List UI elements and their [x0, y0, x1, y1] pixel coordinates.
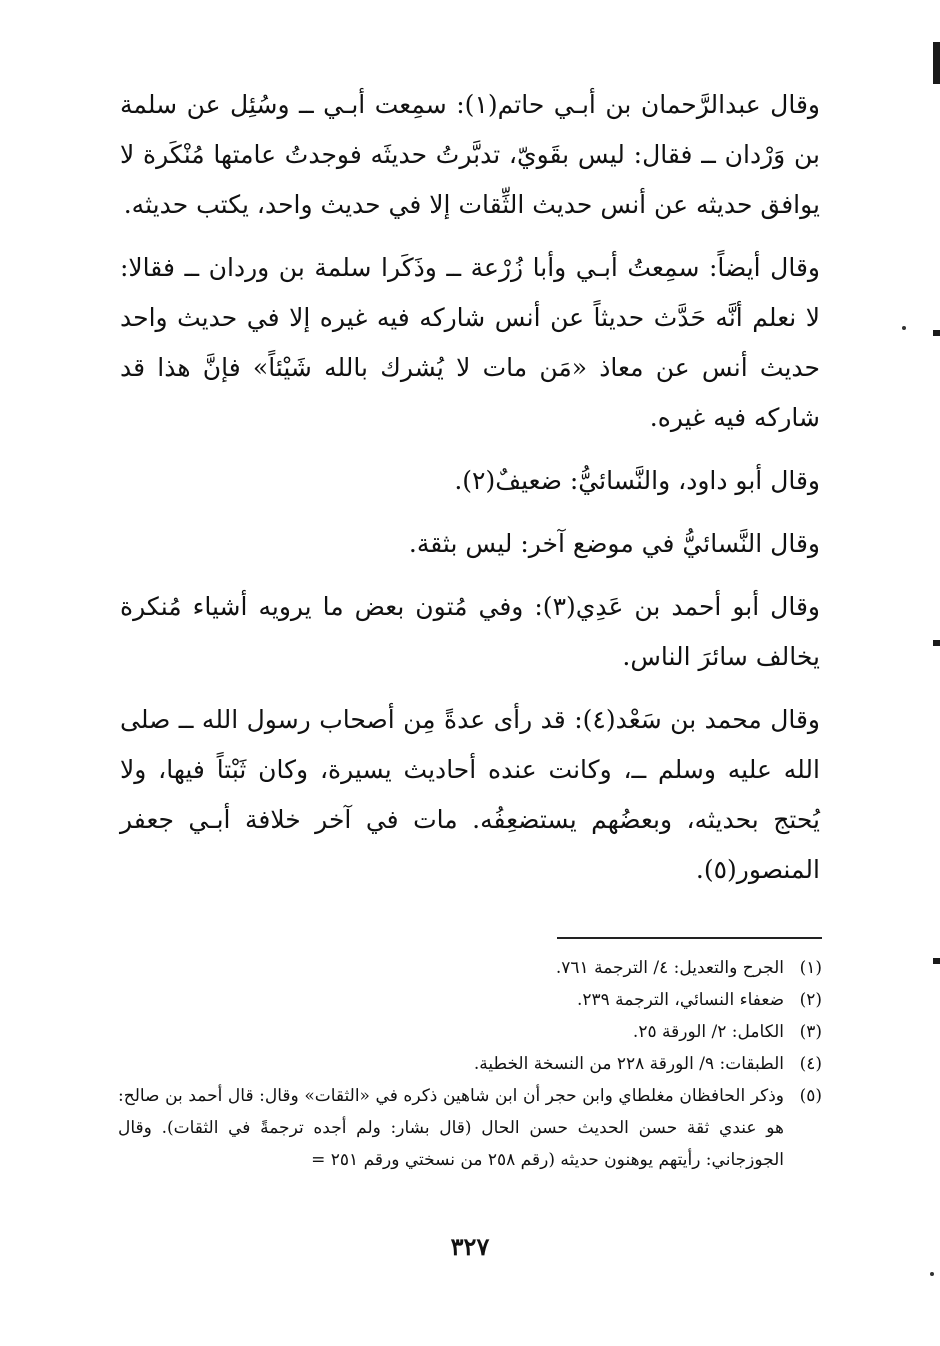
scan-edge-mark [933, 330, 940, 336]
footnote-number: (٣) [799, 1022, 822, 1042]
footnote-number: (٢) [799, 990, 822, 1010]
footnote [118, 1016, 822, 1048]
footnote-divider [557, 937, 822, 939]
paragraph: وقال النَّسائيُّ في موضع آخر: ليس بثقة. [408, 529, 820, 558]
page-number: ٣٢٧ [450, 1232, 490, 1261]
scan-edge-mark [933, 958, 940, 964]
footnote-number: (٥) [799, 1086, 822, 1106]
footnote-number: (١) [799, 958, 822, 978]
footnote [118, 1048, 822, 1080]
footnote-text: الجرح والتعديل: ٤/ الترجمة ٧٦١. [555, 958, 784, 978]
main-text [120, 80, 820, 908]
paragraph: وقال أبو أحمد بن عَدِي(٣): وفي مُتون بعض ما يرويه أشياء مُنكرة يخالف سائرَ الناس. [120, 592, 820, 671]
paragraph: وقال عبدالرَّحمان بن أبـي حاتم(١): سمِعت أبـي ــ وسُئِل عن سلمة بن وَرْدان ــ فقال: ليس بقَويّ، تدبَّرتُ حديثَه فوجدتُ عامتها مُنْكَرة لا يوافق حديثه عن أنس حديث الثِّقات إلا في حديث واحد، يكتب حديثه. [120, 90, 820, 219]
paragraph: وقال أبو داود، والنَّسائيُّ: ضعيفٌ(٢). [454, 466, 820, 495]
footnotes [118, 952, 822, 1176]
footnote [118, 1080, 822, 1176]
paragraph: وقال محمد بن سَعْد(٤): قد رأى عدةً مِن أصحاب رسول الله ــ صلى الله عليه وسلم ــ، وكانت عنده أحاديث يسيرة، وكان ثَبْتاً فيها، ولا يُحتج بحديثه، وبعضُهم يستضعِفُه. مات في آخر خلافة أبـي جعفر المنصور(٥). [120, 705, 821, 884]
footnote-number: (٤) [799, 1054, 822, 1074]
footnote-text: وذكر الحافظان مغلطاي وابن حجر أن ابن شاهين ذكره في «الثقات» وقال: قال أحمد بن صالح: هو عندي ثقة حسن الحديث حسن الحال (قال بشار: ولم أجده ترجمةً في الثقات). وقال الجوزجاني: رأيتهم يوهنون حديثه (رقم ٢٥٨ من نسختي ورقم ٢٥١ = [118, 1086, 784, 1170]
scan-edge-mark [933, 640, 940, 646]
footnote [118, 952, 822, 984]
footnote [118, 984, 822, 1016]
scan-dot [930, 1272, 934, 1276]
footnote-text: الكامل: ٢/ الورقة ٢٥. [632, 1022, 784, 1042]
footnote-text: ضعفاء النسائي، الترجمة ٢٣٩. [576, 990, 784, 1010]
paragraph: وقال أيضاً: سمِعتُ أبـي وأبا زُرْعة ــ وذَكَرا سلمة بن وردان ــ فقالا: لا نعلم أنَّه حَدَّث حديثاً عن أنس شاركه فيه غيره إلا في حديث واحد حديث أنس عن معاذ «مَن مات لا يُشرك بالله شَيْئاً» فإنَّ هذا قد شاركه فيه غيره. [120, 253, 820, 432]
footnote-text: الطبقات: ٩/ الورقة ٢٢٨ من النسخة الخطية. [473, 1054, 784, 1074]
scan-edge-mark [933, 42, 940, 84]
scan-dot [902, 326, 906, 330]
